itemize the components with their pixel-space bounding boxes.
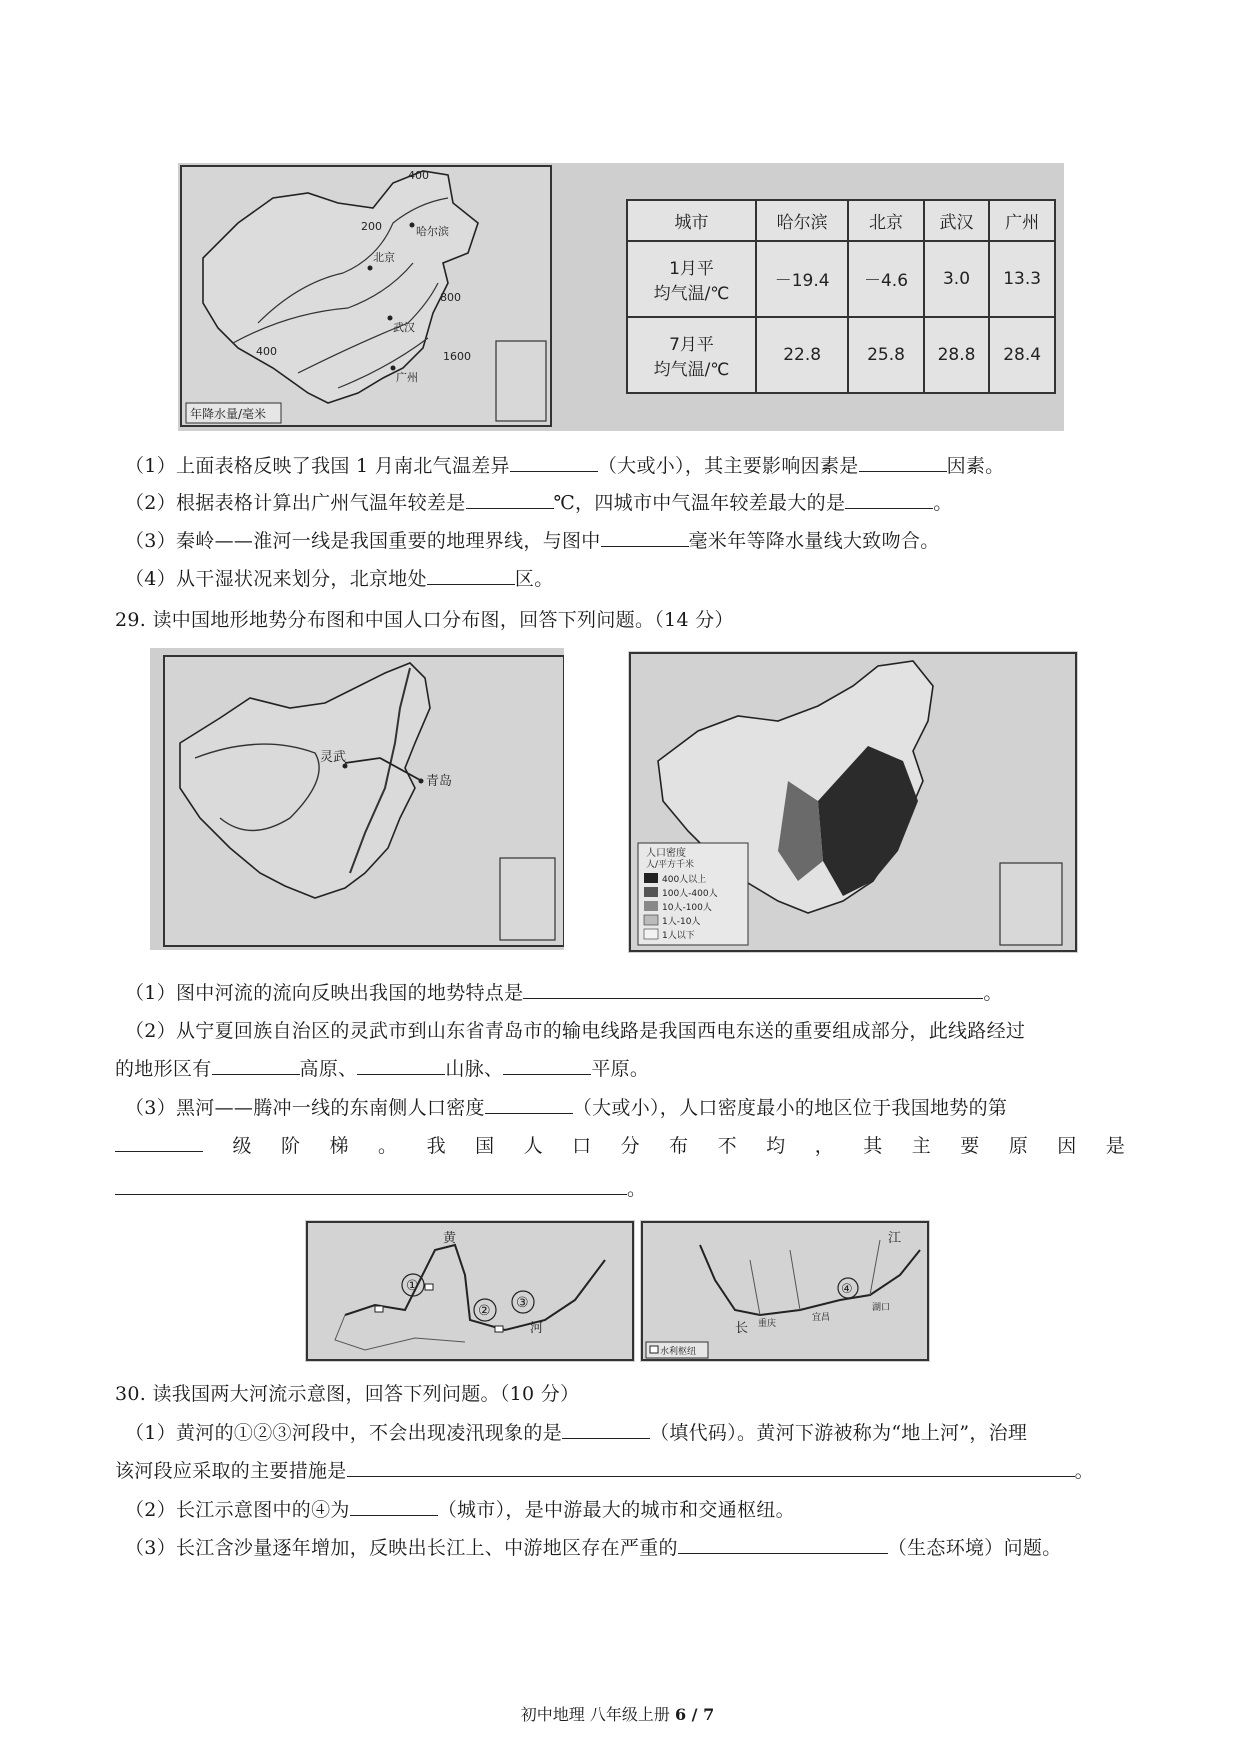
answer-blank[interactable]	[347, 1458, 1075, 1477]
river-label-he: 河	[530, 1321, 544, 1336]
yellow-river-figure	[305, 1220, 635, 1362]
answer-blank[interactable]	[678, 1535, 888, 1554]
isohyet-label-1600: 1600	[443, 350, 471, 363]
answer-blank[interactable]	[503, 1056, 591, 1075]
table-cell: 3.0	[924, 241, 990, 317]
isohyet-label-400a: 400	[408, 169, 429, 182]
yangtze-river-map	[640, 1220, 930, 1362]
map-label-lingwu: 灵武	[320, 750, 347, 765]
table-row-label: 1月平 均气温/℃	[627, 241, 756, 317]
river-label-jiang: 江	[888, 1231, 902, 1246]
answer-blank[interactable]	[212, 1056, 300, 1075]
segment-marker-1: ①	[406, 1278, 419, 1294]
answer-blank[interactable]	[485, 1095, 573, 1114]
table-row	[627, 241, 1055, 317]
answer-blank[interactable]	[601, 528, 689, 547]
table-cell: 22.8	[756, 317, 848, 393]
q29-item-2-line2: 的地形区有 高原、 山脉、 平原。	[115, 1058, 650, 1080]
table-header-cell: 哈尔滨	[756, 200, 848, 241]
q29-item-3-line3: 。	[115, 1176, 646, 1202]
legend-item: 100人-400人	[662, 889, 718, 899]
map-caption: 年降水量/毫米	[190, 407, 267, 421]
terrain-map-figure	[150, 648, 564, 950]
isohyet-label-200: 200	[361, 220, 382, 233]
q30-item-2: （2）长江示意图中的④为 （城市），是中游最大的城市和交通枢纽。	[125, 1499, 795, 1521]
q30-item-3: （3）长江含沙量逐年增加，反映出长江上、中游地区存在严重的 （生态环境）问题。	[125, 1537, 1062, 1559]
answer-blank[interactable]	[859, 453, 947, 472]
map-label-qingdao: 青岛	[426, 774, 453, 789]
city-label-yichang: 宜昌	[812, 1313, 831, 1323]
answer-blank[interactable]	[115, 1133, 203, 1152]
table-cell: 25.8	[848, 317, 923, 393]
legend-item: 1人-10人	[662, 917, 701, 927]
isohyet-label-800: 800	[440, 291, 461, 304]
answer-blank[interactable]	[357, 1056, 445, 1075]
page-number: 6 / 7	[674, 1705, 715, 1724]
table-cell: 28.4	[989, 317, 1055, 393]
answer-blank[interactable]	[562, 1420, 650, 1439]
table-cell: －19.4	[756, 241, 848, 317]
q29-item-2-line1: （2）从宁夏回族自治区的灵武市到山东省青岛市的输电线路是我国西电东送的重要组成部分，此线路经过	[125, 1020, 1026, 1042]
q29-item-3-line1: （3）黑河——腾冲一线的东南侧人口密度 （大或小），人口密度最小的地区位于我国地势的第	[125, 1097, 1008, 1119]
answer-blank[interactable]	[845, 490, 933, 509]
population-map-figure	[628, 651, 1078, 953]
table-cell: －4.6	[848, 241, 923, 317]
table-header-cell: 城市	[627, 200, 756, 241]
population-map	[628, 651, 1078, 953]
q30-item-1-line2: 该河段应采取的主要措施是 。	[115, 1460, 1094, 1482]
yellow-river-map	[305, 1220, 635, 1362]
legend-dam: 水利枢纽	[660, 1347, 697, 1357]
q29-title: 29. 读中国地形地势分布图和中国人口分布图，回答下列问题。（14 分）	[115, 609, 734, 631]
q28-item-4: （4）从干湿状况来划分，北京地处 区。	[125, 568, 554, 590]
legend-item: 400人以上	[662, 875, 707, 885]
terrain-map	[150, 648, 564, 950]
answer-blank[interactable]	[350, 1497, 438, 1516]
answer-blank[interactable]	[523, 980, 983, 999]
q30-item-1-line1: （1）黄河的①②③河段中，不会出现凌汛现象的是 （填代码）。黄河下游被称为“地上河”，治理	[125, 1422, 1028, 1444]
table-header-cell: 广州	[989, 200, 1055, 241]
table-cell: 28.8	[924, 317, 990, 393]
city-label-beijing: 北京	[373, 251, 395, 264]
answer-blank[interactable]	[427, 566, 515, 585]
table-header-cell: 北京	[848, 200, 923, 241]
city-label-guangzhou: 广州	[396, 371, 418, 384]
yangtze-river-figure	[640, 1220, 930, 1362]
q28-item-2: （2）根据表格计算出广州气温年较差是 ℃，四城市中气温年较差最大的是 。	[125, 492, 953, 514]
q28-item-1: （1）上面表格反映了我国 1 月南北气温差异 （大或小），其主要影响因素是 因素。	[125, 455, 1005, 477]
table-row-label: 7月平 均气温/℃	[627, 317, 756, 393]
table-cell: 13.3	[989, 241, 1055, 317]
q30-title: 30. 读我国两大河流示意图，回答下列问题。（10 分）	[115, 1383, 580, 1405]
legend-item: 10人-100人	[662, 903, 712, 913]
page-footer: 初中地理 八年级上册 6 / 7	[520, 1705, 715, 1724]
legend-item: 1人以下	[662, 931, 695, 941]
legend-title: 人口密度	[646, 848, 686, 859]
answer-blank[interactable]	[466, 490, 554, 509]
table-header-cell: 武汉	[924, 200, 990, 241]
city-label-harbin: 哈尔滨	[416, 225, 449, 238]
river-label-huang: 黄	[443, 1231, 457, 1246]
segment-marker-3: ③	[516, 1295, 529, 1311]
city-marker-4: ④	[841, 1282, 853, 1297]
table-row	[627, 317, 1055, 393]
temperature-table	[626, 199, 1056, 394]
isohyet-label-400b: 400	[256, 345, 277, 358]
segment-marker-2: ②	[478, 1303, 491, 1319]
river-label-chang: 长	[735, 1321, 749, 1336]
legend-unit: 人/平方千米	[646, 860, 695, 870]
q28-item-3: （3）秦岭——淮河一线是我国重要的地理界线，与图中 毫米年等降水量线大致吻合。	[125, 530, 940, 552]
table-header-row	[627, 200, 1055, 241]
answer-blank[interactable]	[510, 453, 598, 472]
city-label-chongqing: 重庆	[758, 1319, 777, 1329]
q29-item-1: （1）图中河流的流向反映出我国的地势特点是 。	[125, 982, 1003, 1004]
answer-blank[interactable]	[115, 1176, 627, 1195]
city-label-hukou: 湖口	[872, 1303, 891, 1313]
q29-item-3-line2: 级 阶 梯 。 我 国 人 口 分 布 不 均 ， 其 主 要 原 因 是	[115, 1133, 1125, 1159]
city-label-wuhan: 武汉	[393, 321, 415, 334]
